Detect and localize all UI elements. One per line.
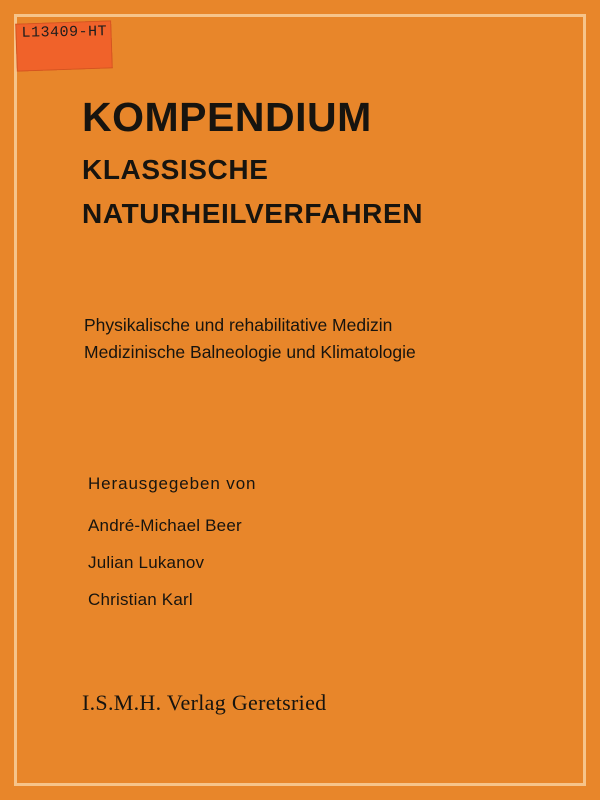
subtitle-line-2: Medizinische Balneologie und Klimatologie xyxy=(84,342,416,363)
editors-block xyxy=(88,474,554,627)
subtitle-block xyxy=(84,312,554,366)
title-block xyxy=(82,96,550,236)
editors-heading: Herausgegeben von xyxy=(88,474,257,493)
library-sticker xyxy=(15,20,113,71)
editor-name: Julian Lukanov xyxy=(88,553,205,572)
editor-name: Christian Karl xyxy=(88,590,193,609)
subtitle-line-1: Physikalische und rehabilitative Medizin xyxy=(84,315,393,335)
editor-name: André-Michael Beer xyxy=(88,516,242,535)
title-subline-1: KLASSISCHE xyxy=(82,154,269,186)
title-subline-2: NATURHEILVERFAHREN xyxy=(82,197,424,229)
page-title: KOMPENDIUM xyxy=(82,94,372,140)
library-sticker-label: L13409-HT xyxy=(21,23,108,42)
publisher-imprint: I.S.M.H. Verlag Geretsried xyxy=(82,690,327,715)
